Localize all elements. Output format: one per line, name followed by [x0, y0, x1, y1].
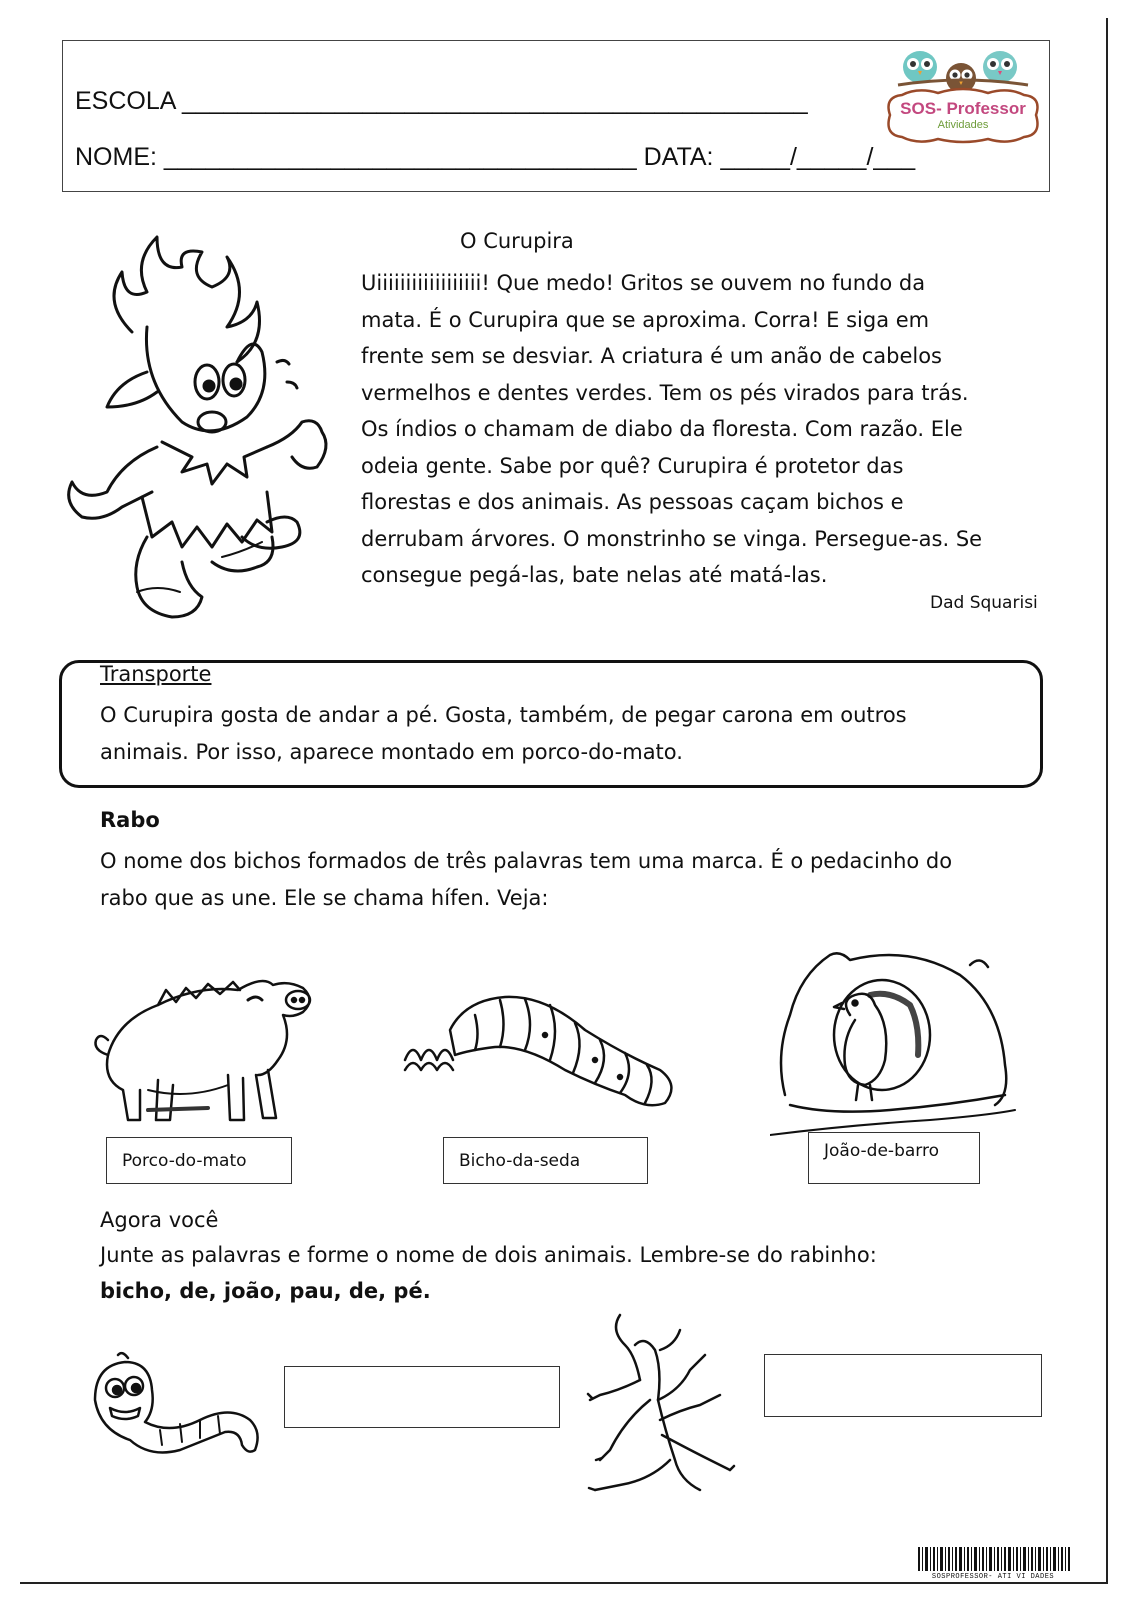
- story-line: odeia gente. Sabe por quê? Curupira é protetor das: [361, 453, 904, 478]
- school-blank: _____________________________________________: [182, 87, 808, 115]
- owl-icon: [983, 51, 1017, 83]
- owl-icon: [903, 51, 937, 83]
- answer-box-1[interactable]: [284, 1366, 560, 1428]
- rabo-line: O nome dos bichos formados de três palavras tem uma marca. É o pedacinho do: [100, 849, 953, 873]
- rabo-title: Rabo: [100, 808, 160, 832]
- date-blank: _____/_____/___: [720, 143, 916, 171]
- story-line: Os índios o chamam de diabo da floresta. Com razão. Ele: [361, 417, 963, 441]
- story-title: O Curupira: [460, 229, 574, 253]
- header-box: [62, 40, 1050, 192]
- sos-professor-logo: [878, 45, 1048, 155]
- barcode-caption: SOSPROFESSOR- ATI VI DADES: [931, 1573, 1055, 1581]
- story-text: [361, 265, 1061, 594]
- story-line: derrubam árvores. O monstrinho se vinga. Persegue-as. Se: [361, 526, 983, 551]
- transport-text: [100, 697, 907, 770]
- story-line: florestas e dos animais. As pessoas caçam bichos e: [361, 490, 904, 514]
- label-joao-de-barro: João-de-barro: [808, 1132, 980, 1184]
- date-label: DATA:: [643, 143, 714, 171]
- barcode-icon: [918, 1547, 1070, 1571]
- ovenbird-nest-illustration: [770, 945, 1020, 1145]
- name-date-line: [75, 143, 915, 172]
- stick-insect-illustration: [580, 1310, 740, 1510]
- transport-title: Transporte: [100, 662, 212, 686]
- rabo-text: [100, 843, 952, 916]
- silkworm-illustration: [395, 985, 685, 1115]
- label-bicho-da-seda: Bicho-da-seda: [443, 1137, 648, 1184]
- logo-subtitle: Atividades: [937, 119, 989, 131]
- logo-title: SOS- Professor: [900, 99, 1026, 118]
- answer-box-2[interactable]: [764, 1354, 1042, 1417]
- label-porco-do-mato: Porco-do-mato: [106, 1137, 292, 1184]
- story-line: vermelhos e dentes verdes. Tem os pés virados para trás.: [361, 380, 969, 405]
- transport-line: O Curupira gosta de andar a pé. Gosta, também, de pegar carona em outros: [100, 703, 907, 727]
- school-line: [75, 87, 808, 116]
- story-author: Dad Squarisi: [930, 593, 1038, 613]
- story-line: consegue pegá-las, bate nelas até matá-las.: [361, 563, 828, 587]
- rabo-line: rabo que as une. Ele se chama hífen. Veja:: [100, 885, 549, 910]
- story-line: frente sem se desviar. A criatura é um anão de cabelos: [361, 344, 942, 368]
- agora-words: bicho, de, joão, pau, de, pé.: [100, 1279, 431, 1303]
- school-label: ESCOLA: [75, 87, 176, 115]
- agora-title: Agora você: [100, 1208, 219, 1232]
- name-label: NOME:: [75, 143, 157, 171]
- name-blank: __________________________________: [163, 143, 637, 171]
- worm-illustration: [90, 1350, 265, 1460]
- story-line: Uiiiiiiiiiiiiiiiiii! Que medo! Gritos se ouvem no fundo da: [361, 271, 926, 295]
- curupira-illustration: [62, 232, 337, 622]
- wild-boar-illustration: [88, 960, 318, 1130]
- transport-line: animais. Por isso, aparece montado em porco-do-mato.: [100, 739, 683, 764]
- story-line: mata. É o Curupira que se aproxima. Corra! E siga em: [361, 307, 930, 332]
- agora-instruction: Junte as palavras e forme o nome de dois animais. Lembre-se do rabinho:: [100, 1243, 877, 1267]
